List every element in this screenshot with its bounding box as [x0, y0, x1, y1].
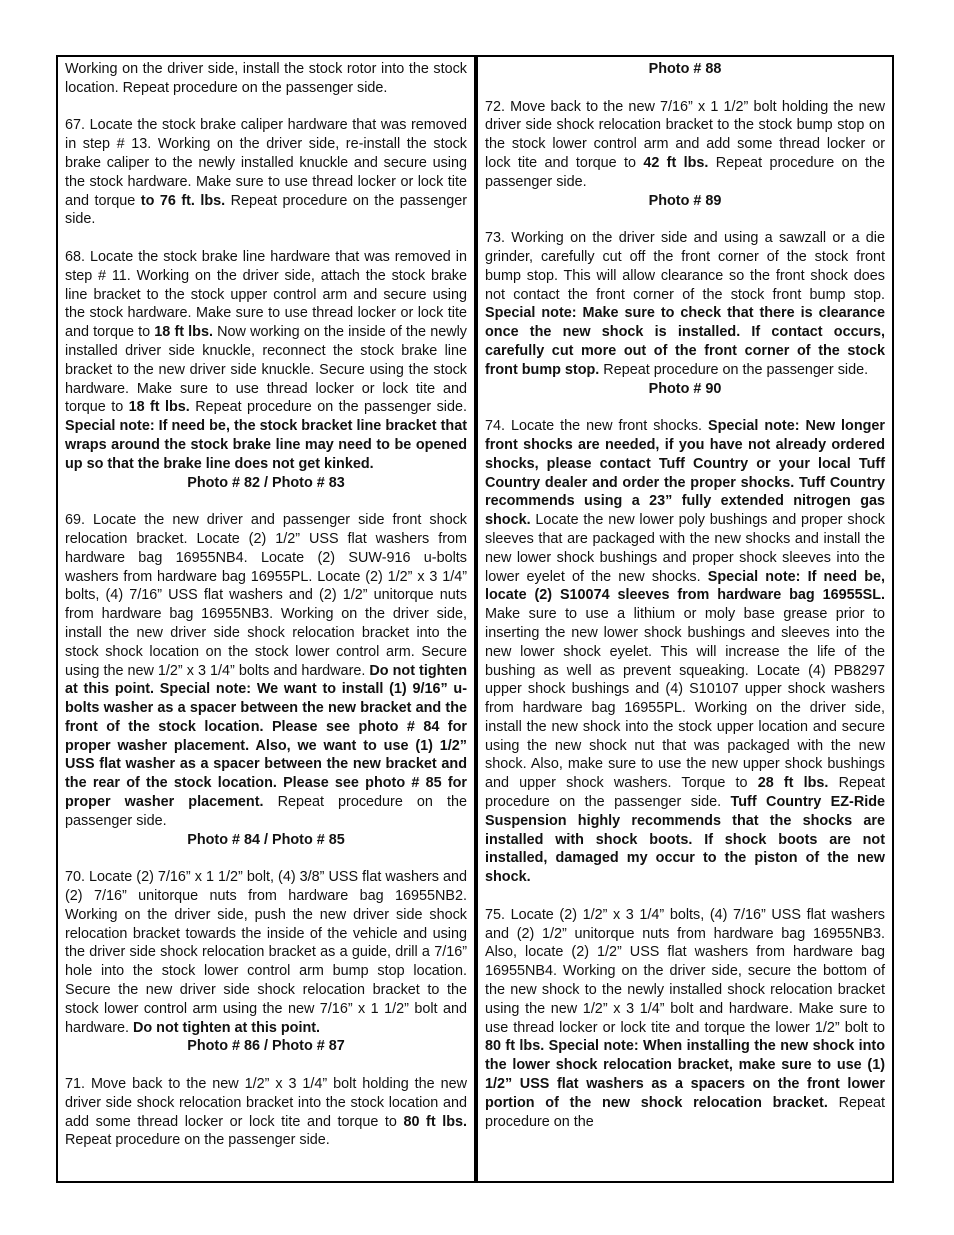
- step-70: 70. Locate (2) 7/16” x 1 1/2” bolt, (4) 3/8” USS flat washers and (2) 7/16” unitorque nuts from hardware bag 16955NB2. Working on the driver side, push the new driver side shock relocation bracket towards the inside of the vehicle and using the driver side shock relocation bracket as a guide, drill a 7/16” hole into the stock lower control arm bump stop location. Secure the new driver side shock relocation bracket to the stock lower control arm using the new 7/16” x 1 1/2” bolt and hardware. Do not tighten at this point.: [65, 869, 467, 1036]
- step-73: 73. Working on the driver side and using a sawzall or a die grinder, carefully cut off the front corner of the stock front bump stop. This will allow clearance so the front shock does not contact the front corner of the stock front bump stop. Special note: Make sure to check that there is clearance once the new shock is installed. If contact occurs, carefully cut more out of the front corner of the stock front bump stop. Repeat procedure on the passenger side.: [485, 230, 885, 378]
- step-71: 71. Move back to the new 1/2” x 3 1/4” bolt holding the new driver side shock relocation bracket into the stock location and add some thread locker or lock tite and torque to 80 ft lbs. Repeat procedure on the passenger side.: [65, 1076, 467, 1149]
- left-column: [58, 57, 478, 1181]
- right-column: [478, 57, 892, 1181]
- paragraph-intro: Working on the driver side, install the stock rotor into the stock location. Repeat procedure on the passenger side.: [65, 61, 467, 96]
- photo-caption: Photo # 90: [648, 380, 722, 397]
- step-72: 72. Move back to the new 7/16” x 1 1/2” bolt holding the new driver side shock relocation bracket to the stock bump stop on the stock lower control arm and add some thread locker or lock tite and torque to 42 ft lbs. Repeat procedure on the passenger side.: [485, 98, 885, 190]
- step-75: 75. Locate (2) 1/2” x 3 1/4” bolts, (4) 7/16” USS flat washers and (2) 1/2” unitorque nuts from hardware bag 16955NB3. Also, locate (2) 1/2” USS flat washers from hardware bag 16955NB4. Working on the driver side, secure the bottom of the new shock to the newly installed shock relocation bracket using the new 1/2” x 3 1/4” bolt and hardware. Make sure to use thread locker or lock tite and torque the lower 1/2” bolt to 80 ft lbs. Special note: When installing the new shock into the lower shock relocation bracket, make sure to use (1) 1/2” USS flat washers as a spacers on the front lower portion of the new shock relocation bracket. Repeat procedure on the: [485, 906, 885, 1130]
- step-68: 68. Locate the stock brake line hardware that was removed in step # 11. Working on the driver side, attach the stock brake line bracket to the stock upper control arm and secure using the stock hardware. Make sure to use thread locker or lock tite and torque to 18 ft lbs. Now working on the inside of the newly installed driver side knuckle, reconnect the stock brake line bracket to the new driver side knuckle. Secure using the stock hardware. Make sure to use thread locker or lock tite and torque to 18 ft lbs. Repeat procedure on the passenger side. Special note: If need be, the stock bracket line bracket that wraps around the stock brake line may need to be opened up so that the brake line does not get kinked.: [65, 248, 467, 472]
- photo-caption: Photo # 88: [648, 61, 722, 77]
- photo-caption: Photo # 86 / Photo # 87: [187, 1038, 345, 1055]
- step-67: 67. Locate the stock brake caliper hardware that was removed in step # 13. Working on the driver side, re-install the stock brake caliper to the newly installed knuckle and secure using the stock hardware. Make sure to use thread locker or lock tite and torque to 76 ft. lbs. Repeat procedure on the passenger side.: [65, 117, 467, 228]
- photo-caption: Photo # 84 / Photo # 85: [187, 831, 345, 848]
- step-69: 69. Locate the new driver and passenger side front shock relocation bracket. Locate (2) 1/2” USS flat washers from hardware bag 16955NB4. Locate (2) SUW-916 u-bolts washers from hardware bag 16955PL. Locate (2) 1/2” x 3 1/4” bolts, (4) 7/16” USS flat washers and (2) 1/2” unitorque nuts from hardware bag 16955NB3. Working on the driver side, install the new driver side shock relocation bracket into the stock shock location on the stock lower control arm. Secure using the new 1/2” x 3 1/4” bolts and hardware. Do not tighten at this point. Special note: We want to install (1) 9/16” u-bolts washer as a spacer between the new bracket and the front of the stock location. Please see photo # 84 for proper washer placement. Also, we want to use (1) 1/2” USS flat washer as a spacer between the new bracket and the rear of the stock location. Please see photo # 85 for proper washer placement. Repeat procedure on the passenger side.: [65, 512, 467, 829]
- photo-caption: Photo # 89: [648, 192, 722, 209]
- photo-caption: Photo # 82 / Photo # 83: [187, 474, 345, 491]
- step-74: 74. Locate the new front shocks. Special note: New longer front shocks are needed, if you have not already ordered shocks, please contact Tuff Country or your local Tuff Country dealer and order the proper shocks. Tuff Country recommends using a 23” fully extended nitrogen gas shock. Locate the new lower poly bushings and proper shock sleeves that are packaged with the new shocks and install the new lower shock bushings and proper shock sleeves into the lower eyelet of the new shocks. Special note: If need be, locate (2) S10074 sleeves from hardware bag 16955SL. Make sure to use a lithium or moly base grease prior to inserting the new lower shock bushings and sleeves into the new lower shock eyelet. This will increase the life of the bushing as well as prevent squeaking. Locate (4) PB8297 upper shock bushings and (4) S10107 upper shock washers from hardware bag 16955PL. Working on the driver side, install the new shock into the stock upper location and secure using the new shock nut that was packaged with the new shock. Also, make sure to use the new upper shock bushings and upper shock washers. Torque to 28 ft lbs. Repeat procedure on the passenger side. Tuff Country EZ-Ride Suspension highly recommends that the shocks are installed with shock boots. If shock boots are not installed, damaged my occur to the piston of the new shock.: [485, 418, 886, 886]
- instruction-table: [56, 55, 894, 1183]
